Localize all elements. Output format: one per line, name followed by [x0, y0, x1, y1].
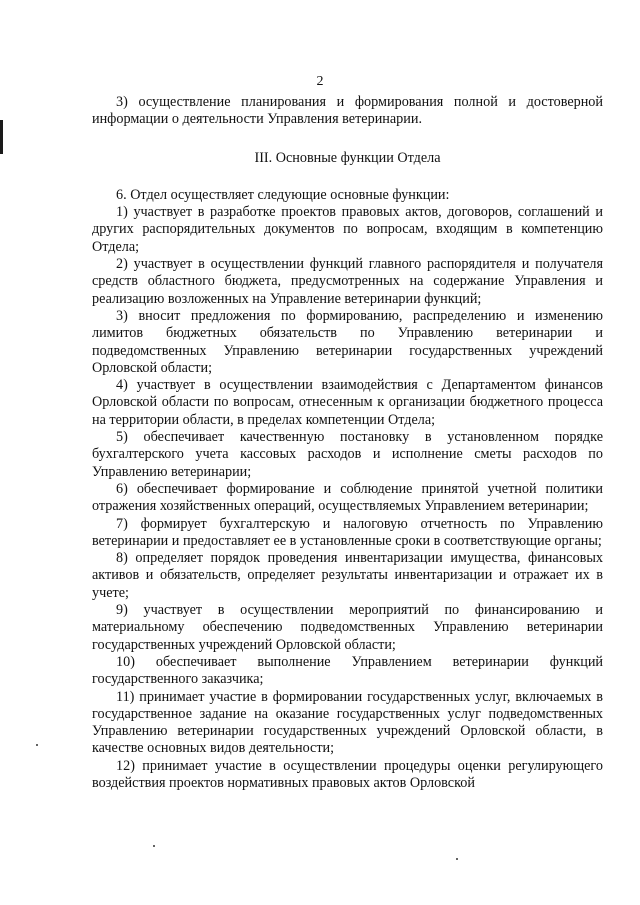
scan-speck [456, 858, 458, 860]
scan-speck [153, 845, 155, 847]
paragraph: 6) обеспечивает формирование и соблюдение принятой учетной политики отражения хозяйственных операций, осуществляемых Управлением ветеринарии; [92, 480, 603, 515]
paragraph: 4) участвует в осуществлении взаимодействия с Департаментом финансов Орловской области по вопросам, отнесенным к организации бюджетного процесса на территории области, в пределах компетенции Отдела; [92, 377, 603, 428]
intro-paragraph: 3) осуществление планирования и формирования полной и достоверной информации о деятельности Управления ветеринарии. [92, 94, 603, 128]
paragraph: 5) обеспечивает качественную постановку в установленном порядке бухгалтерского учета кассовых расходов и исполнение сметы расходов по Управлению ветеринарии; [92, 429, 603, 480]
paragraph: 10) обеспечивает выполнение Управлением ветеринарии функций государственного заказчика; [92, 653, 603, 688]
document-body [92, 94, 603, 792]
scan-margin-mark [0, 120, 3, 154]
paragraph: 11) принимает участие в формировании государственных услуг, включаемых в государственное задание на оказание государственных услуг подведомственных Управлению ветеринарии государственных учреждений Орловской области, в качестве основных видов деятельности; [92, 688, 603, 757]
paragraph: 6. Отдел осуществляет следующие основные функции: [116, 186, 450, 203]
paragraph: 7) формирует бухгалтерскую и налоговую отчетность по Управлению ветеринарии и предоставляет ее в установленные сроки в соответствующие органы; [92, 515, 603, 549]
scan-speck [36, 744, 38, 746]
section-title: III. Основные функции Отдела [254, 149, 441, 166]
paragraph: 9) участвует в осуществлении мероприятий по финансированию и материальному обеспечению подведомственных Управлению ветеринарии государственных учреждений Орловской области; [92, 602, 603, 653]
paragraph: 12) принимает участие в осуществлении процедуры оценки регулирующего воздействия проектов нормативных правовых актов Орловской [92, 757, 603, 791]
paragraph: 2) участвует в осуществлении функций главного распорядителя и получателя средств областного бюджета, предусмотренных на содержание Управления и реализацию возложенных на Управление ветеринарии функций; [92, 256, 603, 307]
paragraph: 1) участвует в разработке проектов правовых актов, договоров, соглашений и других распорядительных документов по вопросам, входящим в компетенцию Отдела; [92, 204, 603, 255]
paragraph: 3) вносит предложения по формированию, распределению и изменению лимитов бюджетных обязательств по Управлению ветеринарии и подведомственных Управлению ветеринарии государственных учреждений Орловской области; [92, 307, 603, 376]
paragraph: 8) определяет порядок проведения инвентаризации имущества, финансовых активов и обязательств, определяет результаты инвентаризации и отражает их в учете; [92, 550, 603, 601]
page-number: 2 [316, 74, 324, 89]
